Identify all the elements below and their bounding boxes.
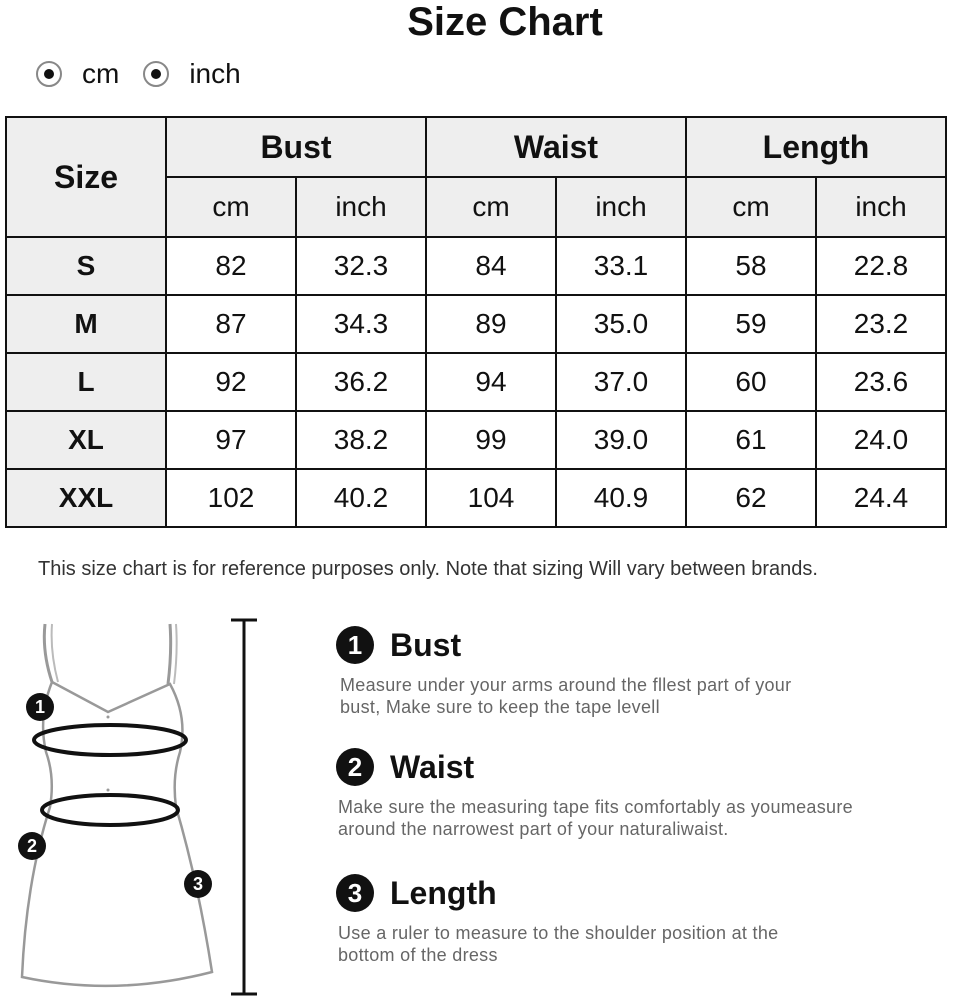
table-header-row (6, 117, 946, 177)
table-cell: 61 (686, 411, 816, 469)
dress-illustration-icon (0, 612, 230, 1000)
table-cell: 23.2 (816, 295, 946, 353)
length-inch-header: inch (816, 177, 946, 237)
table-cell: 24.4 (816, 469, 946, 527)
table-cell: 97 (166, 411, 296, 469)
number-2-icon: 2 (336, 748, 374, 786)
table-cell: 34.3 (296, 295, 426, 353)
unit-option-inch[interactable] (143, 58, 240, 90)
size-label: S (6, 237, 166, 295)
radio-cm-icon[interactable] (36, 61, 62, 87)
unit-selector (36, 58, 265, 90)
measurement-desc-line: bust, Make sure to keep the tape levell (340, 697, 660, 717)
measurement-desc-line: Measure under your arms around the fllest part of your (340, 675, 792, 695)
table-cell: 62 (686, 469, 816, 527)
disclaimer-note: This size chart is for reference purposes only. Note that sizing Will vary between brands. (38, 558, 818, 580)
table-row (6, 237, 946, 295)
table-cell: 58 (686, 237, 816, 295)
unit-label-inch: inch (189, 58, 241, 89)
table-cell: 59 (686, 295, 816, 353)
size-column-header: Size (6, 117, 166, 237)
table-cell: 35.0 (556, 295, 686, 353)
number-3-icon: 3 (336, 874, 374, 912)
measurement-waist (336, 748, 853, 840)
measurement-desc-line: bottom of the dress (338, 945, 498, 965)
table-cell: 36.2 (296, 353, 426, 411)
bust-cm-header: cm (166, 177, 296, 237)
length-cm-header: cm (686, 177, 816, 237)
table-row (6, 295, 946, 353)
measurement-title: Waist (390, 748, 475, 785)
table-cell: 22.8 (816, 237, 946, 295)
measurement-title: Bust (390, 626, 462, 663)
table-row (6, 469, 946, 527)
waist-cm-header: cm (426, 177, 556, 237)
unit-label-cm: cm (82, 58, 120, 89)
table-cell: 40.9 (556, 469, 686, 527)
waist-inch-header: inch (556, 177, 686, 237)
unit-option-cm[interactable] (36, 58, 119, 90)
table-cell: 104 (426, 469, 556, 527)
length-column-header: Length (686, 117, 946, 177)
table-cell: 82 (166, 237, 296, 295)
bust-inch-header: inch (296, 177, 426, 237)
measurement-title: Length (390, 874, 497, 911)
table-cell: 24.0 (816, 411, 946, 469)
table-cell: 99 (426, 411, 556, 469)
table-cell: 23.6 (816, 353, 946, 411)
measurement-desc-line: Use a ruler to measure to the shoulder position at the (338, 923, 779, 943)
marker-1-icon: 1 (26, 693, 54, 721)
size-table (5, 116, 947, 528)
measurement-desc-line: around the narrowest part of your naturaliwaist. (338, 819, 729, 839)
bust-column-header: Bust (166, 117, 426, 177)
table-cell: 94 (426, 353, 556, 411)
table-cell: 33.1 (556, 237, 686, 295)
table-cell: 102 (166, 469, 296, 527)
radio-inch-icon[interactable] (143, 61, 169, 87)
size-label: XXL (6, 469, 166, 527)
measurement-length (336, 874, 778, 966)
size-label: XL (6, 411, 166, 469)
table-cell: 84 (426, 237, 556, 295)
measurement-desc-line: Make sure the measuring tape fits comfortably as youmeasure (338, 797, 853, 817)
marker-2-icon: 2 (18, 832, 46, 860)
size-label: L (6, 353, 166, 411)
marker-3-icon: 3 (184, 870, 212, 898)
measurement-bust (336, 626, 791, 718)
table-row (6, 411, 946, 469)
page-title: Size Chart (407, 0, 603, 44)
number-1-icon: 1 (336, 626, 374, 664)
table-cell: 87 (166, 295, 296, 353)
table-cell: 37.0 (556, 353, 686, 411)
waist-column-header: Waist (426, 117, 686, 177)
size-label: M (6, 295, 166, 353)
table-cell: 39.0 (556, 411, 686, 469)
length-ruler-icon (231, 618, 257, 998)
table-cell: 40.2 (296, 469, 426, 527)
table-cell: 92 (166, 353, 296, 411)
table-cell: 89 (426, 295, 556, 353)
table-cell: 38.2 (296, 411, 426, 469)
table-row (6, 353, 946, 411)
table-cell: 60 (686, 353, 816, 411)
table-cell: 32.3 (296, 237, 426, 295)
